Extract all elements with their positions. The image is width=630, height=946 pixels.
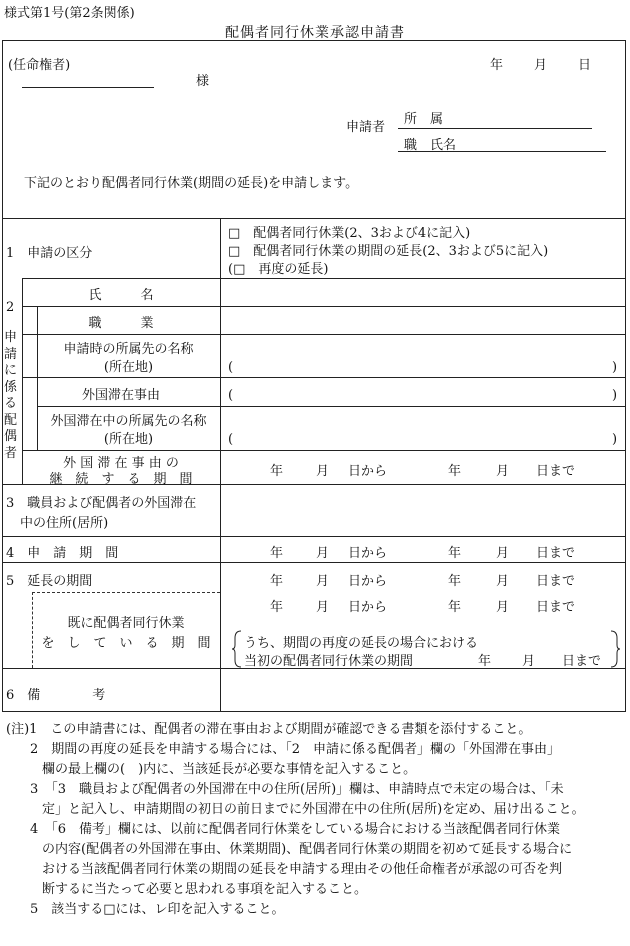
row-divider — [2, 536, 626, 537]
section1-label: 1 申請の区分 — [6, 246, 93, 261]
date-year: 年 — [448, 546, 462, 561]
date-from: 日から — [348, 546, 388, 561]
date-month: 月 — [316, 574, 330, 589]
note-line: (注)1 この申請書には、配偶者の滞在事由および期間が確認できる書類を添付すること。 — [6, 722, 532, 737]
foreign-affiliation-name-label: 外国滞在中の所属先の名称 — [50, 414, 207, 429]
spouse-name-label: 氏 名 — [88, 288, 154, 303]
note-line: 定」と記入し、申請期間の初日の前日までに外国滞在中の住所(居所)を定め、届け出ること。 — [42, 802, 585, 817]
row-divider — [37, 406, 626, 407]
paren-open: ( — [228, 432, 234, 447]
spouse-job-label: 職 業 — [88, 316, 154, 331]
note-line: 4 「6 備考」欄には、以前に配偶者同行休業をしている場合における当該配偶者同行休業 — [30, 822, 561, 837]
row-divider — [22, 306, 626, 307]
section3-label-2: 中の住所(居所) — [20, 516, 109, 531]
form-number: 様式第1号(第2条関係) — [4, 6, 135, 21]
date-month: 月 — [496, 464, 510, 479]
re-extension-note-2: 当初の配偶者同行休業の期間 — [244, 654, 414, 669]
note-line: 2 期間の再度の延長を申請する場合には、「2 申請に係る配偶者」欄の「外国滞在事由」 — [30, 742, 561, 757]
affiliation-line — [398, 128, 592, 129]
date-until: 日まで — [536, 464, 576, 479]
paren-open: ( — [228, 360, 234, 375]
section3-label-1: 3 職員および配偶者の外国滞在 — [6, 496, 197, 511]
date-year: 年 — [270, 574, 284, 589]
section1-option-leave[interactable]: □ 配偶者同行休業(2、3および4に記入) — [228, 226, 471, 241]
note-line: 断するに当たって必要と思われる事項を記入すること。 — [42, 882, 368, 897]
stay-period-label-1: 外 国 滞 在 事 由 の — [63, 456, 179, 471]
applicant-label: 申請者 — [346, 120, 386, 135]
affiliation-label: 所 属 — [404, 112, 444, 127]
column-divider — [220, 218, 221, 668]
note-line: おける当該配偶者同行休業の期間の延長を申請する理由その他任命権者が承認の可否を判 — [42, 862, 563, 877]
date-until: 日まで — [536, 600, 576, 615]
row-divider — [22, 334, 626, 335]
left-brace-icon — [232, 630, 242, 668]
date-year: 年 — [270, 464, 284, 479]
row-divider — [22, 450, 626, 451]
date-month: 月 — [496, 546, 510, 561]
row-divider — [22, 278, 626, 279]
date-month: 月 — [496, 574, 510, 589]
date-year: 年 — [448, 600, 462, 615]
stay-period-label-2: 継 続 す る 期 間 — [49, 472, 193, 487]
authority-name-line — [22, 87, 154, 88]
already-leave-label-2: を し て い る 期 間 — [41, 636, 211, 651]
dashed-divider — [32, 592, 220, 593]
paren-open: ( — [228, 388, 234, 403]
date-year: 年 — [270, 600, 284, 615]
date-from: 日から — [348, 574, 388, 589]
affiliation-address-label: (所在地) — [103, 360, 154, 375]
form-title: 配偶者同行休業承認申請書 — [225, 25, 405, 41]
foreign-stay-reason-label: 外国滞在事由 — [81, 388, 160, 403]
date-month: 月 — [316, 600, 330, 615]
already-leave-label-1: 既に配偶者同行休業 — [67, 616, 185, 631]
section2-number: 2 — [6, 300, 15, 315]
authority-label: (任命権者) — [8, 58, 71, 73]
note-line: 欄の最上欄の( )内に、当該延長が必要な事情を記入すること。 — [42, 762, 417, 777]
section4-label: 4 申 請 期 間 — [6, 546, 119, 561]
date-day-label: 日 — [578, 58, 592, 73]
section5-label: 5 延長の期間 — [6, 574, 93, 589]
date-from: 日から — [348, 464, 388, 479]
date-year: 年 — [448, 464, 462, 479]
section1-option-re-extension[interactable]: (□ 再度の延長) — [228, 262, 329, 277]
paren-close: ) — [612, 432, 618, 447]
title-name-line — [398, 151, 606, 152]
date-month: 月 — [522, 654, 536, 669]
date-year: 年 — [448, 574, 462, 589]
right-brace-icon — [610, 630, 620, 668]
column-divider — [220, 668, 221, 712]
date-year: 年 — [270, 546, 284, 561]
section6-label: 6 備 考 — [6, 688, 106, 703]
row-divider — [2, 218, 626, 219]
sama-label: 様 — [196, 74, 210, 89]
foreign-affiliation-address-label: (所在地) — [103, 432, 154, 447]
row-divider — [2, 562, 626, 563]
date-from: 日から — [348, 600, 388, 615]
title-name-label: 職 氏名 — [404, 138, 457, 153]
paren-close: ) — [612, 360, 618, 375]
section1-option-extension[interactable]: □ 配偶者同行休業の期間の延長(2、3および5に記入) — [228, 244, 549, 259]
note-line: 3 「3 職員および配偶者の外国滞在中の住所(居所)」欄は、申請時点で未定の場合は、「未 — [30, 782, 564, 797]
date-month: 月 — [316, 546, 330, 561]
notes — [6, 720, 585, 920]
date-month: 月 — [316, 464, 330, 479]
date-year: 年 — [478, 654, 492, 669]
paren-close: ) — [612, 388, 618, 403]
note-line: の内容(配偶者の外国滞在事由、休業期間)、配偶者同行休業の期間を初めて延長する場合に — [42, 842, 573, 857]
re-extension-note-1: うち、期間の再度の延長の場合における — [244, 636, 479, 651]
application-statement: 下記のとおり配偶者同行休業(期間の延長)を申請します。 — [24, 176, 359, 191]
date-month: 月 — [496, 600, 510, 615]
date-year-label: 年 — [490, 58, 504, 73]
date-until: 日まで — [562, 654, 602, 669]
section2-vertical-label: 申請に係る配偶者 — [4, 330, 18, 461]
date-until: 日まで — [536, 546, 576, 561]
date-month-label: 月 — [534, 58, 548, 73]
date-until: 日まで — [536, 574, 576, 589]
row-divider — [22, 377, 626, 378]
note-line: 5 該当する□には、レ印を記入すること。 — [30, 902, 285, 917]
affiliation-name-label: 申請時の所属先の名称 — [63, 342, 194, 357]
